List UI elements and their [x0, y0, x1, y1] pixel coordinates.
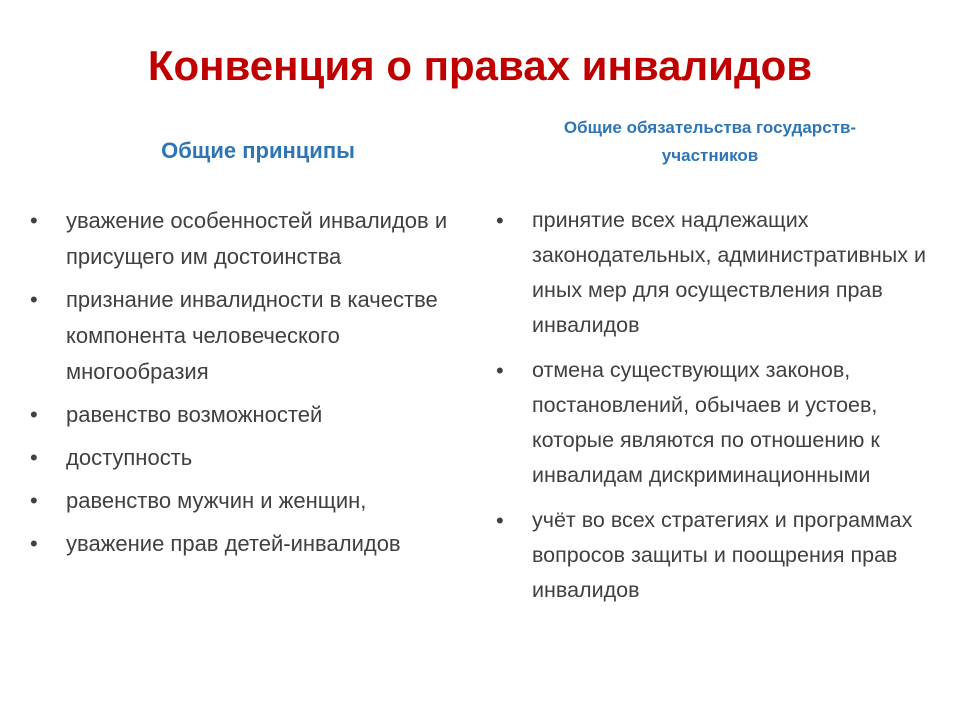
list-item-text: уважение особенностей инвалидов и присущего им достоинства [66, 208, 448, 269]
bullet-icon: • [30, 402, 38, 427]
bullet-icon: • [30, 287, 38, 312]
list-item [28, 483, 468, 519]
left-column-header: Общие принципы [161, 138, 355, 163]
right-column-header-line1: Общие обязательства государств- [563, 118, 857, 137]
list-item-text: равенство возможностей [66, 402, 323, 427]
bullet-icon: • [496, 508, 504, 533]
list-item [28, 440, 468, 476]
bullet-icon: • [30, 531, 38, 556]
list-item [28, 526, 468, 562]
bullet-icon: • [30, 208, 38, 233]
list-item-text: принятие всех надлежащих законодательных, административных и иных мер для осуществления прав инвалидов [532, 208, 926, 337]
list-item-text: уважение прав детей-инвалидов [66, 531, 401, 556]
bullet-icon: • [30, 445, 38, 470]
list-item [494, 203, 944, 343]
bullet-icon: • [30, 488, 38, 513]
bullet-icon: • [496, 358, 504, 383]
list-item-text: равенство мужчин и женщин, [66, 488, 367, 513]
right-column-header-line2: участников [661, 146, 759, 165]
right-column-header [480, 114, 940, 170]
list-item [28, 282, 468, 390]
list-item [28, 203, 468, 275]
list-item-text: признание инвалидности в качестве компонента человеческого многообразия [66, 287, 438, 384]
list-item-text: учёт во всех стратегиях и программах вопросов защиты и поощрения прав инвалидов [532, 508, 913, 602]
principles-list [28, 203, 468, 569]
list-item [494, 503, 944, 608]
list-item-text: доступность [66, 445, 193, 470]
list-item-text: отмена существующих законов, постановлений, обычаев и устоев, которые являются по отношению к инвалидам дискриминационными [532, 358, 880, 487]
slide-title: Конвенция о правах инвалидов [147, 42, 813, 89]
list-item [28, 397, 468, 433]
list-item [494, 353, 944, 493]
bullet-icon: • [496, 208, 504, 233]
obligations-list [494, 203, 944, 618]
